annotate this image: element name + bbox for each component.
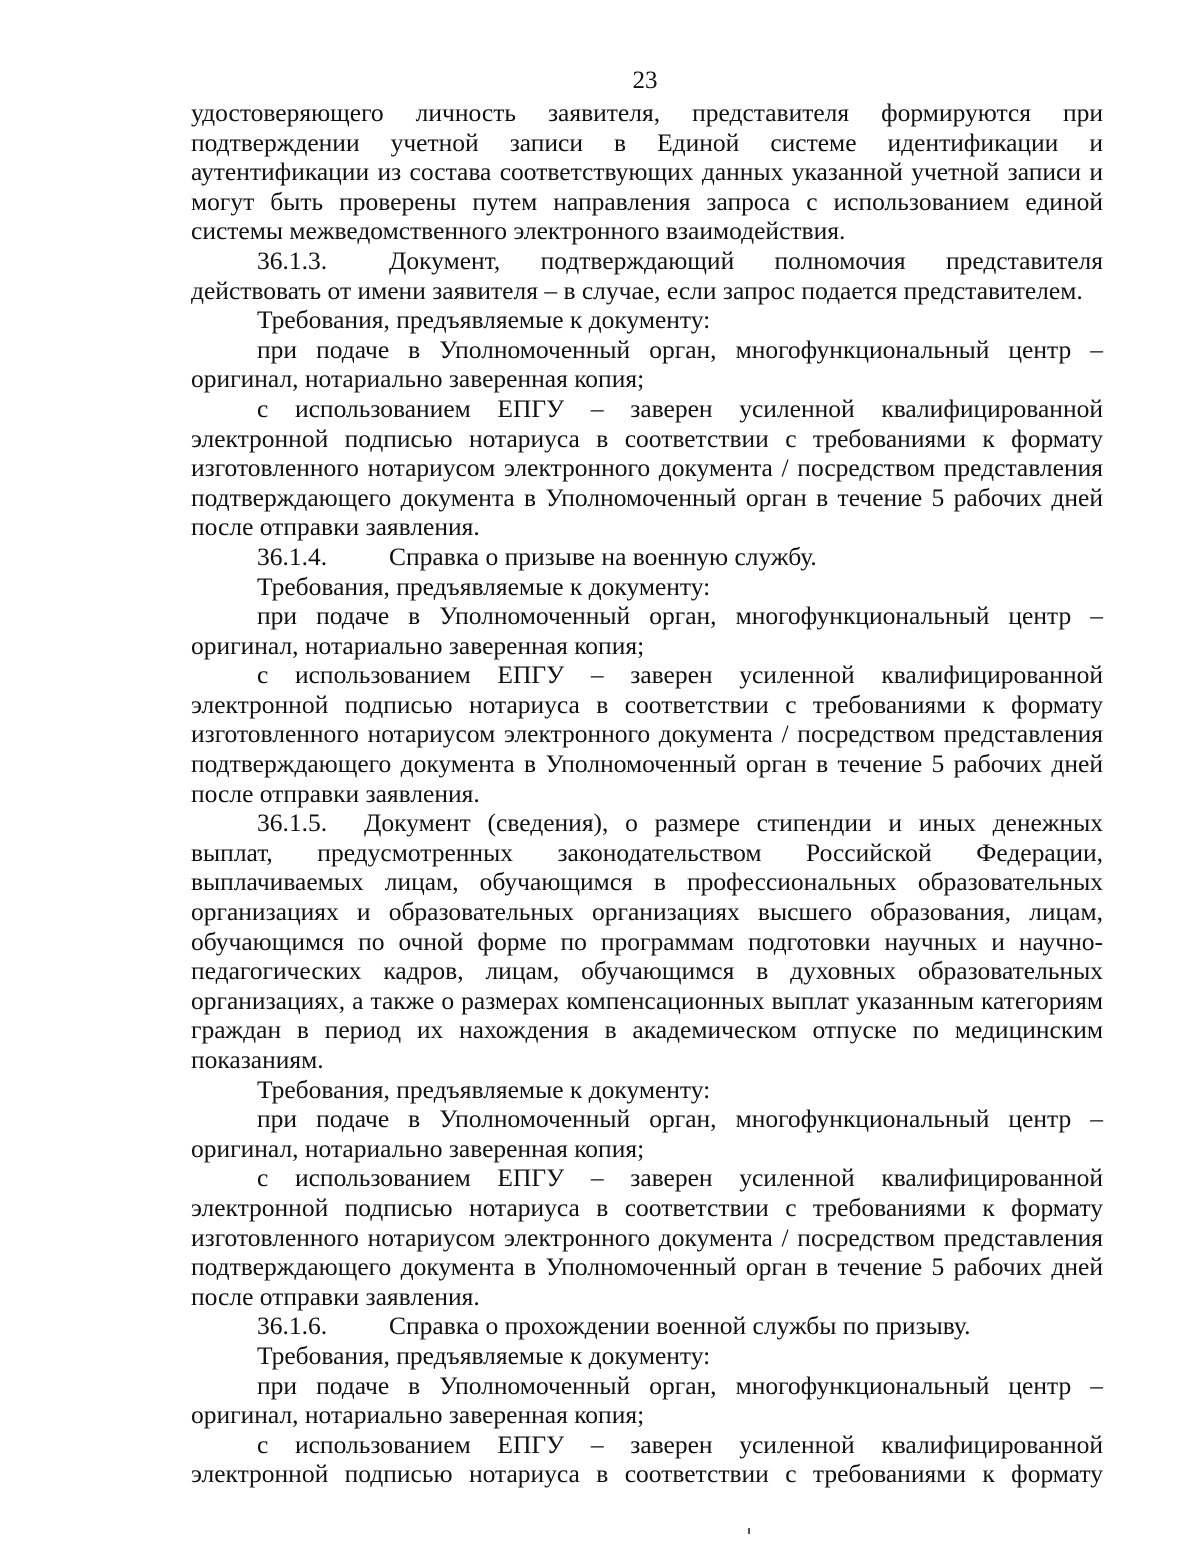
paragraph xyxy=(191,335,1103,394)
numbered-paragraph xyxy=(191,808,1103,1074)
paragraph xyxy=(191,1163,1103,1311)
paragraph-text: Требования, предъявляемые к документу: xyxy=(257,1340,711,1370)
paragraph xyxy=(191,601,1103,660)
paragraph-text: с использованием ЕПГУ – заверен усиленной квалифицированной электронной подписью нотариуса в соответствии с требованиями к формату изготовленного нотариусом электронного документа / посредством представления подтверждающего документа в Уполномоченный орган в течение 5 рабочих дней после отправки заявления. xyxy=(191,660,1103,808)
document-body xyxy=(191,98,1103,1489)
scan-speck xyxy=(748,1528,750,1534)
paragraph-text: при подаче в Уполномоченный орган, многофункциональный центр – оригинал, нотариально заверенная копия; xyxy=(191,601,1103,660)
paragraph-text: Справка о призыве на военную службу. xyxy=(389,541,817,571)
paragraph xyxy=(191,98,1103,246)
page-number: 23 xyxy=(632,67,658,94)
clause-number: 36.1.5. xyxy=(257,808,328,838)
numbered-paragraph xyxy=(191,1311,1103,1341)
paragraph-text: при подаче в Уполномоченный орган, многофункциональный центр – оригинал, нотариально заверенная копия; xyxy=(191,1370,1103,1430)
numbered-paragraph xyxy=(191,542,1103,572)
paragraph xyxy=(191,572,1103,602)
paragraph xyxy=(191,305,1103,335)
paragraph-text: Требования, предъявляемые к документу: xyxy=(257,1074,711,1104)
paragraph-text: Документ, подтверждающий полномочия представителя действовать от имени заявителя – в случае, если запрос подается представителем. xyxy=(191,245,1103,305)
paragraph xyxy=(191,1430,1103,1489)
clause-number: 36.1.4. xyxy=(257,541,328,571)
clause-number: 36.1.6. xyxy=(257,1311,328,1341)
paragraph xyxy=(191,394,1103,542)
paragraph-text: с использованием ЕПГУ – заверен усиленной квалифицированной электронной подписью нотариуса в соответствии с требованиями к формату xyxy=(191,1429,1103,1489)
paragraph-text: Справка о прохождении военной службы по призыву. xyxy=(389,1311,971,1341)
paragraph xyxy=(191,1075,1103,1105)
paragraph-text: Требования, предъявляемые к документу: xyxy=(257,305,711,335)
paragraph xyxy=(191,1104,1103,1163)
paragraph-text: с использованием ЕПГУ – заверен усиленной квалифицированной электронной подписью нотариуса в соответствии с требованиями к формату изготовленного нотариусом электронного документа / посредством представления подтверждающего документа в Уполномоченный орган в течение 5 рабочих дней после отправки заявления. xyxy=(191,1163,1103,1311)
paragraph-text: Требования, предъявляемые к документу: xyxy=(257,571,711,601)
paragraph xyxy=(191,1371,1103,1430)
numbered-paragraph xyxy=(191,246,1103,305)
paragraph-text: при подаче в Уполномоченный орган, многофункциональный центр – оригинал, нотариально заверенная копия; xyxy=(191,334,1103,394)
paragraph-text: Документ (сведения), о размере стипендии и иных денежных выплат, предусмотренных законодательством Российской Федерации, выплачиваемых лицам, обучающимся в профессиональных образовательных организациях и образовательных организациях высшего образования, лицам, обучающимся по очной форме по программам подготовки научных и научно-педагогических кадров, лицам, обучающимся в духовных образовательных организациях, а также о размерах компенсационных выплат указанным категориям граждан в период их нахождения в академическом отпуске по медицинским показаниям. xyxy=(191,808,1103,1074)
paragraph-text: при подаче в Уполномоченный орган, многофункциональный центр – оригинал, нотариально заверенная копия; xyxy=(191,1104,1103,1163)
paragraph-text: с использованием ЕПГУ – заверен усиленной квалифицированной электронной подписью нотариуса в соответствии с требованиями к формату изготовленного нотариусом электронного документа / посредством представления подтверждающего документа в Уполномоченный орган в течение 5 рабочих дней после отправки заявления. xyxy=(191,393,1103,542)
clause-number: 36.1.3. xyxy=(257,245,328,275)
paragraph-text: удостоверяющего личность заявителя, представителя формируются при подтверждении учетной записи в Единой системе идентификации и аутентификации из состава соответствующих данных указанной учетной записи и могут быть проверены путем направления запроса с использованием единой системы межведомственного электронного взаимодействия. xyxy=(191,98,1103,246)
paragraph xyxy=(191,1341,1103,1371)
paragraph xyxy=(191,660,1103,808)
